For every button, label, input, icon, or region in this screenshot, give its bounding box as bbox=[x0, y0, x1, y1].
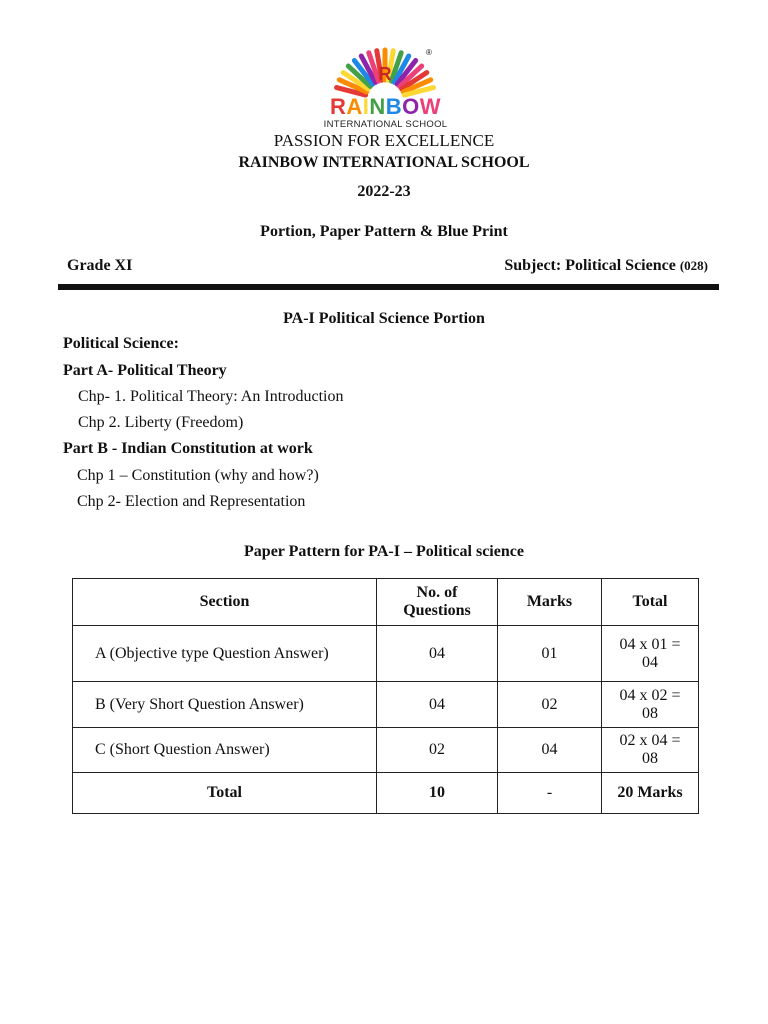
logo-letter: A bbox=[346, 94, 363, 119]
table-row bbox=[73, 682, 699, 728]
questions-cell: 02 bbox=[377, 728, 498, 773]
total-cell: 04 x 01 = 04 bbox=[602, 626, 699, 682]
total-questions: 10 bbox=[377, 773, 498, 814]
chapter-item: Chp- 1. Political Theory: An Introduction bbox=[78, 388, 344, 405]
table-row bbox=[73, 728, 699, 773]
total-cell: 02 x 04 = 08 bbox=[602, 728, 699, 773]
column-header: Section bbox=[73, 579, 377, 626]
grade-label: Grade XI bbox=[67, 257, 133, 274]
logo-subtitle: INTERNATIONAL SCHOOL bbox=[323, 119, 448, 130]
column-header: No. of Questions bbox=[377, 579, 498, 626]
total-cell: 04 x 02 = 08 bbox=[602, 682, 699, 728]
divider bbox=[58, 284, 719, 290]
subject-name: Subject: Political Science bbox=[504, 257, 676, 274]
section-cell: A (Objective type Question Answer) bbox=[73, 626, 377, 682]
tagline: PASSION FOR EXCELLENCE bbox=[273, 131, 495, 150]
logo-letter: B bbox=[385, 94, 403, 119]
questions-cell: 04 bbox=[377, 626, 498, 682]
logo-brand bbox=[313, 94, 458, 120]
logo-letter: W bbox=[419, 94, 442, 119]
school-logo bbox=[313, 42, 458, 132]
chapter-item: Chp 2- Election and Representation bbox=[77, 493, 306, 510]
logo-initial: R bbox=[378, 64, 392, 84]
questions-cell: 04 bbox=[377, 682, 498, 728]
table-header-row bbox=[73, 579, 699, 626]
logo-letter: O bbox=[402, 94, 420, 119]
logo-letter: I bbox=[362, 94, 370, 119]
marks-cell: 04 bbox=[498, 728, 602, 773]
section-cell: B (Very Short Question Answer) bbox=[73, 682, 377, 728]
logo-letter: R bbox=[329, 94, 347, 119]
school-name: RAINBOW INTERNATIONAL SCHOOL bbox=[238, 154, 530, 171]
table-row bbox=[73, 626, 699, 682]
subject-label bbox=[504, 257, 708, 275]
total-label: Total bbox=[73, 773, 377, 814]
portion-heading: PA-I Political Science Portion bbox=[283, 310, 485, 327]
grand-total: 20 Marks bbox=[602, 773, 699, 814]
marks-cell: 01 bbox=[498, 626, 602, 682]
section-cell: C (Short Question Answer) bbox=[73, 728, 377, 773]
document-title: Portion, Paper Pattern & Blue Print bbox=[260, 223, 508, 240]
chapter-item: Chp 2. Liberty (Freedom) bbox=[78, 414, 244, 431]
part-a-title: Part A- Political Theory bbox=[63, 362, 227, 379]
chapter-item: Chp 1 – Constitution (why and how?) bbox=[77, 467, 319, 484]
academic-year: 2022-23 bbox=[357, 183, 411, 200]
paper-pattern-table bbox=[72, 578, 699, 814]
total-row bbox=[73, 773, 699, 814]
logo-letter: N bbox=[369, 94, 386, 119]
part-b-title: Part B - Indian Constitution at work bbox=[63, 440, 313, 457]
registered-mark: ® bbox=[426, 48, 432, 57]
subject-code: (028) bbox=[679, 258, 708, 273]
column-header: Total bbox=[602, 579, 699, 626]
subject-heading: Political Science: bbox=[63, 335, 179, 352]
column-header: Marks bbox=[498, 579, 602, 626]
marks-cell: 02 bbox=[498, 682, 602, 728]
pattern-heading: Paper Pattern for PA-I – Political science bbox=[244, 543, 524, 560]
total-marks: - bbox=[498, 773, 602, 814]
